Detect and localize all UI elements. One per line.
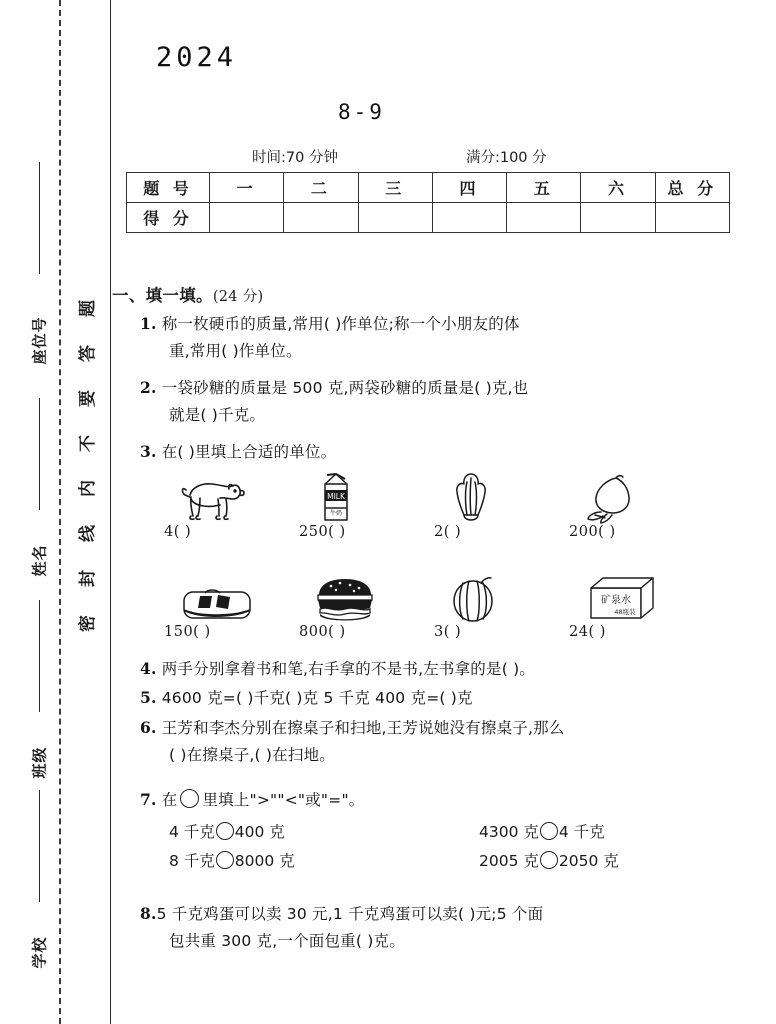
picture-row-1 [164,468,704,540]
comparison-left: 2005 克 [479,852,539,870]
water-box-sub-text: 48瓶装 [614,608,636,616]
comparison-right: 8000 克 [234,852,295,870]
row-header-question-number: 题 号 [127,173,210,203]
question-text: 两手分别拿着书和笔,右手拿的不是书,左书拿的是( )。 [161,660,536,678]
question-1 [140,310,770,365]
picture-label: 24( ) [569,624,606,640]
comparison-grid [140,818,770,876]
picture-item-soap [164,568,299,640]
comparison-circle-icon[interactable] [216,822,234,840]
comparison-circle-icon[interactable] [540,851,558,869]
seal-solid-divider [110,0,111,1024]
question-3-line-1 [140,438,770,466]
question-1-line-1 [140,310,770,338]
question-3 [140,438,770,466]
question-2-line-2: 就是( )千克。 [169,406,266,424]
student-field-class [22,600,56,813]
student-field-school [22,790,56,1003]
picture-label: 2( ) [434,524,462,540]
question-number: 1. [140,314,157,333]
hamburger-icon [299,568,434,624]
exam-meta-row [112,146,732,167]
student-field-seat-number [22,162,56,407]
question-8 [140,900,770,955]
comparison-pair-1 [140,818,450,847]
seal-char: 密 [77,615,98,632]
comparison-left: 8 千克 [169,852,215,870]
picture-item-cabbage [434,468,569,540]
question-2-line-1 [140,374,770,402]
picture-label: 250( ) [299,524,346,540]
question-6 [140,714,770,769]
comparison-circle-icon[interactable] [180,789,199,808]
question-8-line-2: 包共重 300 克,一个面包重( )克。 [169,932,405,950]
student-field-label: 班级 [30,746,49,779]
question-number: 7. [140,790,157,809]
milk-brand-text: MILK [327,492,345,501]
picture-item-peach [569,468,704,540]
question-number: 5. [140,688,157,707]
student-field-label: 姓名 [30,544,49,577]
question-2 [140,374,770,429]
score-cell-4[interactable] [432,203,506,233]
question-text: 一袋砂糖的质量是 500 克,两袋砂糖的质量是( )克,也 [161,379,529,397]
comparison-left: 4 千克 [169,823,215,841]
student-field-name [22,398,56,611]
score-cell-2[interactable] [284,203,358,233]
comparison-pair-4 [450,847,760,876]
picture-item-water-box [569,568,704,640]
comparison-left: 4300 克 [479,823,539,841]
column-header-1: 一 [210,173,284,203]
question-text: 王芳和李杰分别在擦桌子和扫地,王芳说她没有擦桌子,那么 [161,719,565,737]
picture-label: 4( ) [164,524,192,540]
picture-item-milk [299,468,434,540]
picture-item-hamburger [299,568,434,640]
picture-item-dog [164,468,299,540]
picture-label: 200( ) [569,524,616,540]
student-field-label: 座位号 [30,316,49,365]
section-heading [112,282,264,306]
question-text: 4600 克=( )千克( )克 5 千克 400 克=( )克 [161,689,473,707]
question-number: 3. [140,442,157,461]
score-cell-1[interactable] [210,203,284,233]
full-marks-text: 满分:100 分 [465,150,547,166]
question-1-line-2: 重,常用( )作单位。 [169,342,302,360]
question-7-line-1 [140,786,770,814]
paper-code: 8-9 [338,100,385,124]
score-cell-5[interactable] [507,203,581,233]
seal-char: 题 [77,300,98,317]
water-box-brand-text: 矿泉水 [601,595,631,606]
seal-char: 要 [77,390,98,407]
question-6-line-2: ( )在擦桌子,( )在扫地。 [169,746,335,764]
write-rule [39,790,40,902]
seal-char: 答 [77,345,98,362]
score-cell-6[interactable] [581,203,655,233]
question-text: 在( )里填上合适的单位。 [161,443,337,461]
time-limit-text: 时间:70 分钟 [252,150,338,166]
seal-dashed-divider [59,0,61,1024]
question-8-line-1 [140,900,770,928]
milk-carton-icon [299,468,434,524]
seal-char: 封 [77,570,98,587]
soap-bar-icon [164,568,299,624]
question-6-line-1 [140,714,770,742]
comparison-circle-icon[interactable] [540,822,558,840]
score-cell-total[interactable] [655,203,729,233]
picture-item-watermelon [434,568,569,640]
table-row-scores [127,203,730,233]
comparison-row-1 [140,818,770,847]
seal-char: 内 [77,480,98,497]
water-box-icon [569,568,704,624]
comparison-right: 400 克 [234,823,285,841]
seal-char: 不 [77,435,98,452]
section-title: 一、填一填。 [112,286,213,305]
seal-char: 线 [77,525,98,542]
picture-row-2 [164,568,704,640]
question-5-line-1 [140,684,770,712]
dog-icon [164,468,299,524]
cabbage-icon [434,468,569,524]
question-text: 称一枚硬币的质量,常用( )作单位;称一个小朋友的体 [161,315,520,333]
worksheet-page [112,0,776,1024]
question-text-prefix: 在 [161,791,178,809]
picture-label: 150( ) [164,624,211,640]
column-header-3: 三 [358,173,432,203]
score-table [126,172,730,233]
question-4 [140,655,770,683]
year-title: 2024 [156,42,238,73]
sealed-line-sidebar [0,0,112,1024]
comparison-pair-3 [140,847,450,876]
write-rule [39,162,40,274]
question-number: 2. [140,378,157,397]
comparison-right: 4 千克 [558,823,605,841]
write-rule [39,398,40,510]
column-header-6: 六 [581,173,655,203]
question-text: 5 千克鸡蛋可以卖 30 元,1 千克鸡蛋可以卖( )元;5 个面 [156,905,544,923]
question-4-line-1 [140,655,770,683]
table-row-question-numbers [127,173,730,203]
question-5 [140,684,770,712]
column-header-total: 总 分 [655,173,729,203]
question-7 [140,786,770,814]
seal-phrase-vertical [72,300,104,660]
watermelon-icon [434,568,569,624]
section-points: (24 分) [212,289,264,305]
question-number: 6. [140,718,157,737]
picture-label: 800( ) [299,624,346,640]
column-header-2: 二 [284,173,358,203]
comparison-circle-icon[interactable] [216,851,234,869]
question-number: 8. [140,904,157,923]
comparison-right: 2050 克 [558,852,619,870]
milk-sub-text: 牛奶 [329,510,343,517]
peach-icon [569,468,704,524]
column-header-4: 四 [432,173,506,203]
score-cell-3[interactable] [358,203,432,233]
column-header-5: 五 [507,173,581,203]
write-rule [39,600,40,712]
picture-label: 3( ) [434,624,462,640]
comparison-pair-2 [450,818,760,847]
question-text-suffix: 里填上">""<"或"="。 [202,791,365,809]
row-header-score: 得 分 [127,203,210,233]
comparison-row-2 [140,847,770,876]
question-number: 4. [140,659,157,678]
student-field-label: 学校 [30,936,49,969]
